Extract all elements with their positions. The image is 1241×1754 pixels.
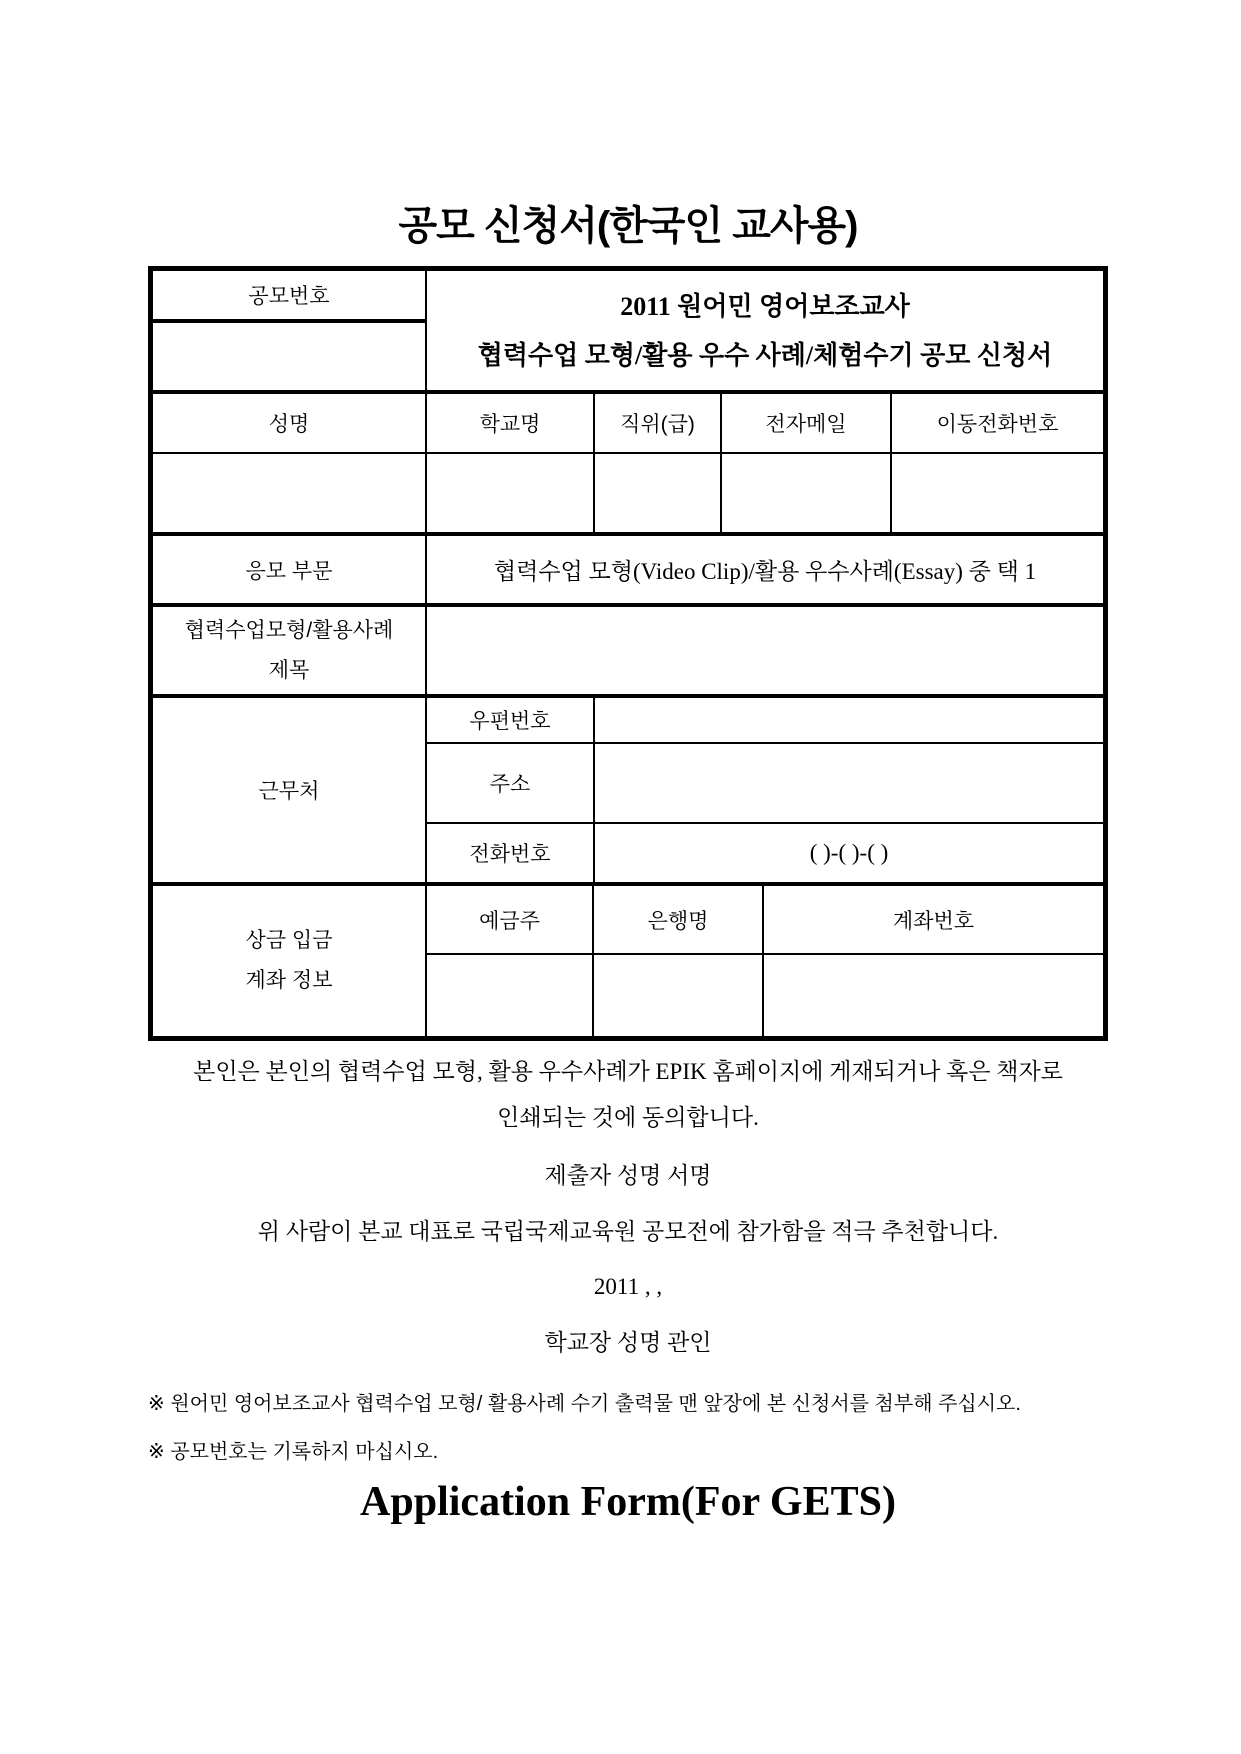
- bank-header-row: [425, 886, 1103, 955]
- form-title-cell: [425, 271, 1103, 390]
- school-input-cell[interactable]: [425, 454, 593, 532]
- account-holder-label: 예금주: [425, 886, 592, 953]
- contest-number-label: 공모번호: [153, 271, 425, 323]
- consent-line1: 본인은 본인의 협력수업 모형, 활용 우수사례가 EPIK 홈페이지에 게재되거나 혹은 책자로: [193, 1059, 1063, 1084]
- workplace-address-row: [425, 744, 1103, 824]
- bank-subtable: [425, 886, 1103, 1036]
- position-input-cell[interactable]: [593, 454, 720, 532]
- col-header-school: 학교명: [425, 394, 593, 452]
- work-title-input-cell[interactable]: [425, 607, 1103, 694]
- name-input-cell[interactable]: [153, 454, 425, 532]
- col-header-email: 전자메일: [720, 394, 890, 452]
- workplace-postal-row: [425, 698, 1103, 744]
- account-number-label: 계좌번호: [762, 886, 1103, 953]
- workplace-label: 근무처: [258, 780, 320, 803]
- postal-code-label: 우편번호: [425, 698, 593, 742]
- principal-signature-line: 학교장 성명 관인: [544, 1330, 712, 1355]
- workplace-subtable: [425, 698, 1103, 882]
- col-header-mobile: 이동전화번호: [890, 394, 1103, 452]
- work-title-label-line2: 제목: [268, 658, 310, 682]
- account-holder-input-cell[interactable]: [425, 955, 592, 1036]
- address-label: 주소: [425, 744, 593, 822]
- row-contest-and-title: [153, 271, 1103, 394]
- phone-label: 전화번호: [425, 824, 593, 882]
- bank-name-label: 은행명: [592, 886, 762, 953]
- form-title-line2: 협력수업 모형/활용 우수 사례/체험수기 공모 신청서: [477, 340, 1053, 370]
- consent-statement: [148, 1049, 1108, 1141]
- recommendation-statement: 위 사람이 본교 대표로 국립국제교육원 공모전에 참가함을 적극 추천합니다.: [257, 1219, 999, 1244]
- row-personal-header: [153, 394, 1103, 454]
- col-header-name: 성명: [268, 413, 310, 436]
- workplace-phone-row: [425, 824, 1103, 882]
- entry-section-label: 응모 부문: [245, 559, 333, 583]
- page-title: 공모 신청서(한국인 교사용): [398, 204, 858, 248]
- postal-code-input-cell[interactable]: [593, 698, 1103, 742]
- form-title-line1: 2011 원어민 영어보조교사: [620, 291, 910, 321]
- submitter-signature-line: 제출자 성명 서명: [544, 1163, 712, 1188]
- contest-number-column: [153, 271, 425, 390]
- phone-input-cell[interactable]: ( )-( )-( ): [593, 824, 1103, 882]
- entry-section-value: 협력수업 모형(Video Clip)/활용 우수사례(Essay) 중 택 1: [425, 536, 1103, 603]
- account-number-input-cell[interactable]: [762, 955, 1103, 1036]
- bank-section-label: [153, 886, 425, 1036]
- date-line: 2011 , ,: [593, 1274, 663, 1299]
- row-workplace: [153, 698, 1103, 886]
- col-header-position: 직위(급): [593, 394, 720, 452]
- row-bank-account: [153, 886, 1103, 1036]
- work-title-label: [153, 607, 425, 694]
- work-title-label-line1: 협력수업모형/활용사례: [184, 618, 394, 642]
- consent-line2: 인쇄되는 것에 동의합니다.: [497, 1105, 759, 1130]
- contest-number-input-cell[interactable]: [153, 323, 425, 390]
- note-attach-instruction: ※ 원어민 영어보조교사 협력수업 모형/ 활용사례 수기 출력물 맨 앞장에 본 신청서를 첨부해 주십시오.: [148, 1393, 1021, 1415]
- row-work-title: [153, 607, 1103, 698]
- bank-input-row: [425, 955, 1103, 1036]
- row-personal-inputs: [153, 454, 1103, 536]
- bank-name-input-cell[interactable]: [592, 955, 762, 1036]
- mobile-input-cell[interactable]: [890, 454, 1103, 532]
- bank-section-label-line2: 계좌 정보: [245, 969, 333, 992]
- application-form-table: [148, 266, 1108, 1041]
- row-entry-section: [153, 536, 1103, 607]
- note-contest-number-instruction: ※ 공모번호는 기록하지 마십시오.: [148, 1441, 439, 1463]
- footer-title: Application Form(For GETS): [360, 1479, 896, 1525]
- email-input-cell[interactable]: [720, 454, 890, 532]
- bank-section-label-line1: 상금 입금: [245, 929, 333, 952]
- document-body: [148, 0, 1108, 1528]
- address-input-cell[interactable]: [593, 744, 1103, 822]
